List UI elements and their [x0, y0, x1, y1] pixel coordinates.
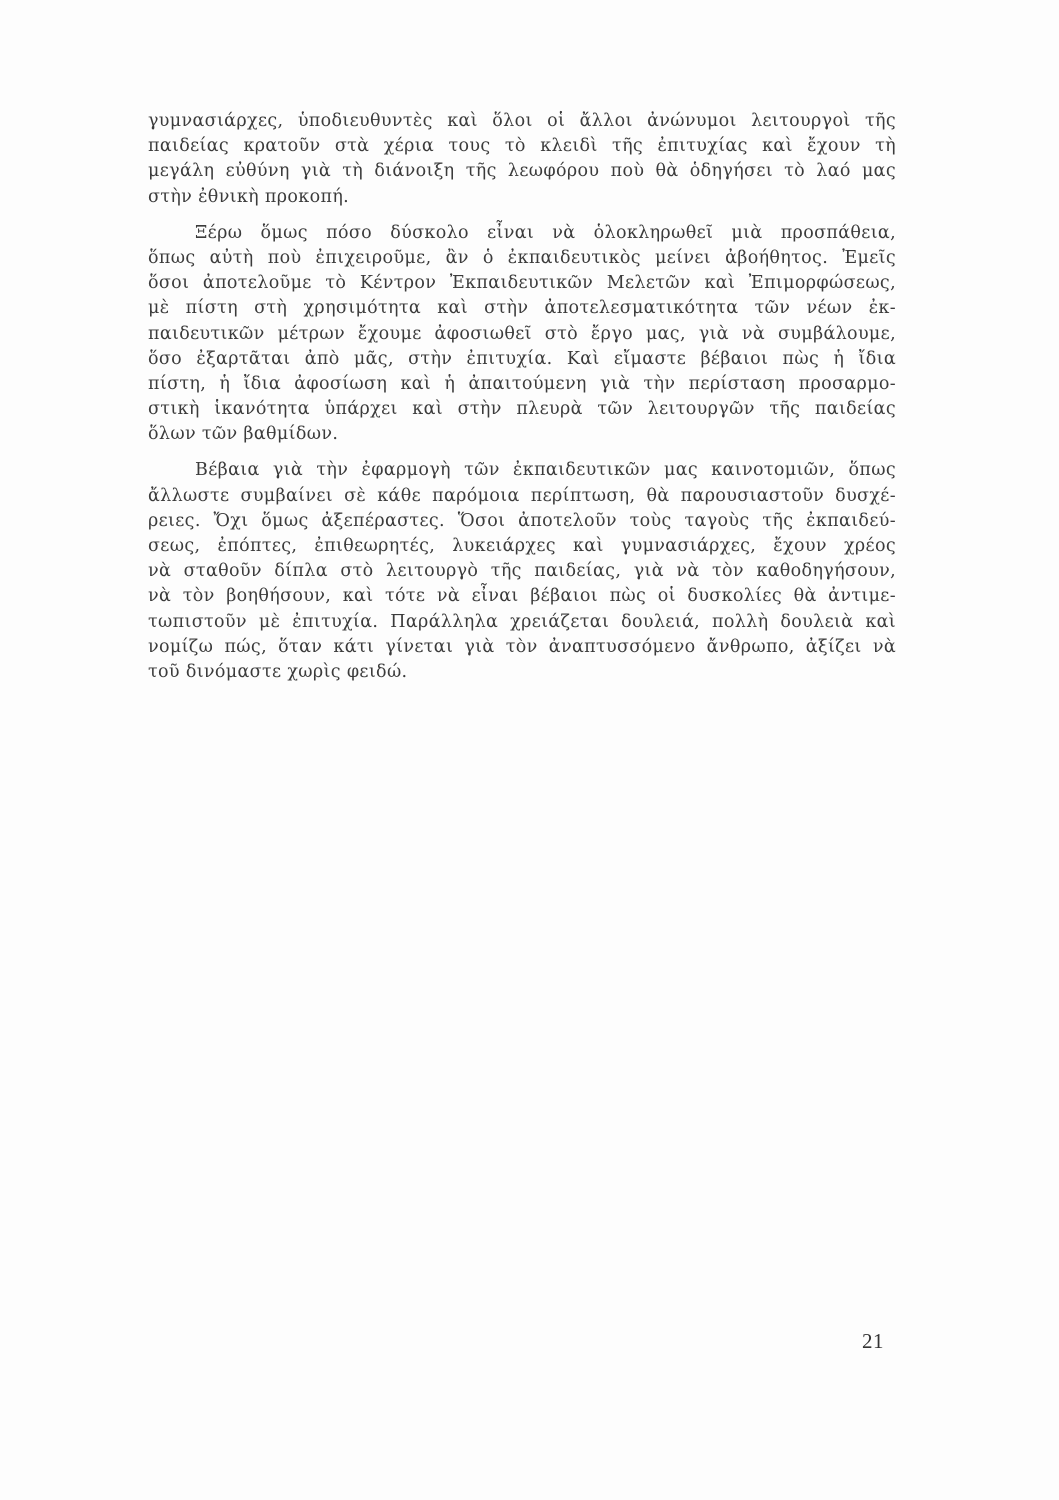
text-line: πίστη, ἡ ἴδια ἀφοσίωση καὶ ἡ ἀπαιτούμενη γιὰ τὴν περίσταση προσαρμο-	[148, 373, 896, 394]
paragraph-1	[148, 109, 896, 210]
paragraph-2	[148, 221, 896, 448]
paragraph-gap	[148, 447, 896, 458]
text-line: ὅλων τῶν βαθμίδων.	[148, 424, 339, 445]
text-line: τοῦ δινόμαστε χωρὶς φειδώ.	[148, 661, 408, 682]
text-line: ὅπως αὐτὴ ποὺ ἐπιχειροῦμε, ἂν ὁ ἐκπαιδευτικὸς μείνει ἀβοήθητος. Ἐμεῖς	[148, 247, 896, 268]
paragraph-gap	[148, 210, 896, 221]
text-line: γυμνασιάρχες, ὑποδιευθυντὲς καὶ ὅλοι οἱ ἄλλοι ἀνώνυμοι λειτουργοὶ τῆς	[148, 111, 896, 131]
text-line: νὰ τὸν βοηθήσουν, καὶ τότε νὰ εἶναι βέβαιοι πὼς οἱ δυσκολίες θὰ ἀντιμε-	[148, 586, 896, 607]
text-line: Βέβαια γιὰ τὴν ἐφαρμογὴ τῶν ἐκπαιδευτικῶν μας καινοτομιῶν, ὅπως	[195, 460, 896, 481]
text-line: παιδευτικῶν μέτρων ἔχουμε ἀφοσιωθεῖ στὸ ἔργο μας, γιὰ νὰ συμβάλουμε,	[148, 323, 896, 344]
text-line: ἄλλωστε συμβαίνει σὲ κάθε παρόμοια περίπτωση, θὰ παρουσιαστοῦν δυσχέ-	[148, 485, 896, 506]
text-line: νὰ σταθοῦν δίπλα στὸ λειτουργὸ τῆς παιδείας, γιὰ νὰ τὸν καθοδηγήσουν,	[148, 561, 896, 582]
text-line: νομίζω πώς, ὅταν κάτι γίνεται γιὰ τὸν ἀναπτυσσόμενο ἄνθρωπο, ἀξίζει νὰ	[148, 636, 896, 657]
paragraph-3	[148, 458, 896, 685]
text-line: Ξέρω ὅμως πόσο δύσκολο εἶναι νὰ ὁλοκληρωθεῖ μιὰ προσπάθεια,	[195, 222, 896, 243]
text-line: ρειες. Ὄχι ὅμως ἀξεπέραστες. Ὅσοι ἀποτελοῦν τοὺς ταγοὺς τῆς ἐκπαιδεύ-	[148, 510, 896, 531]
text-line: ὅσο ἐξαρτᾶται ἀπὸ μᾶς, στὴν ἐπιτυχία. Καὶ εἴμαστε βέβαιοι πὼς ἡ ἴδια	[148, 348, 896, 369]
text-line: μὲ πίστη στὴ χρησιμότητα καὶ στὴν ἀποτελεσματικότητα τῶν νέων ἐκ-	[148, 298, 896, 319]
text-line: μεγάλη εὐθύνη γιὰ τὴ διάνοιξη τῆς λεωφόρου ποὺ θὰ ὁδηγήσει τὸ λαό μας	[148, 161, 896, 182]
body-text	[148, 109, 896, 685]
text-line: σεως, ἐπόπτες, ἐπιθεωρητές, λυκειάρχες καὶ γυμνασιάρχες, ἔχουν χρέος	[148, 536, 896, 556]
page-number: 21	[862, 1329, 884, 1353]
text-line: τωπιστοῦν μὲ ἐπιτυχία. Παράλληλα χρειάζεται δουλειά, πολλὴ δουλειὰ καὶ	[148, 611, 896, 632]
text-line: στικὴ ἱκανότητα ὑπάρχει καὶ στὴν πλευρὰ τῶν λειτουργῶν τῆς παιδείας	[148, 399, 896, 420]
text-line: ὅσοι ἀποτελοῦμε τὸ Κέντρον Ἐκπαιδευτικῶν Μελετῶν καὶ Ἐπιμορφώσεως,	[148, 273, 896, 294]
text-line: παιδείας κρατοῦν στὰ χέρια τους τὸ κλειδὶ τῆς ἐπιτυχίας καὶ ἔχουν τὴ	[148, 136, 896, 157]
text-line: στὴν ἐθνικὴ προκοπή.	[148, 186, 350, 207]
